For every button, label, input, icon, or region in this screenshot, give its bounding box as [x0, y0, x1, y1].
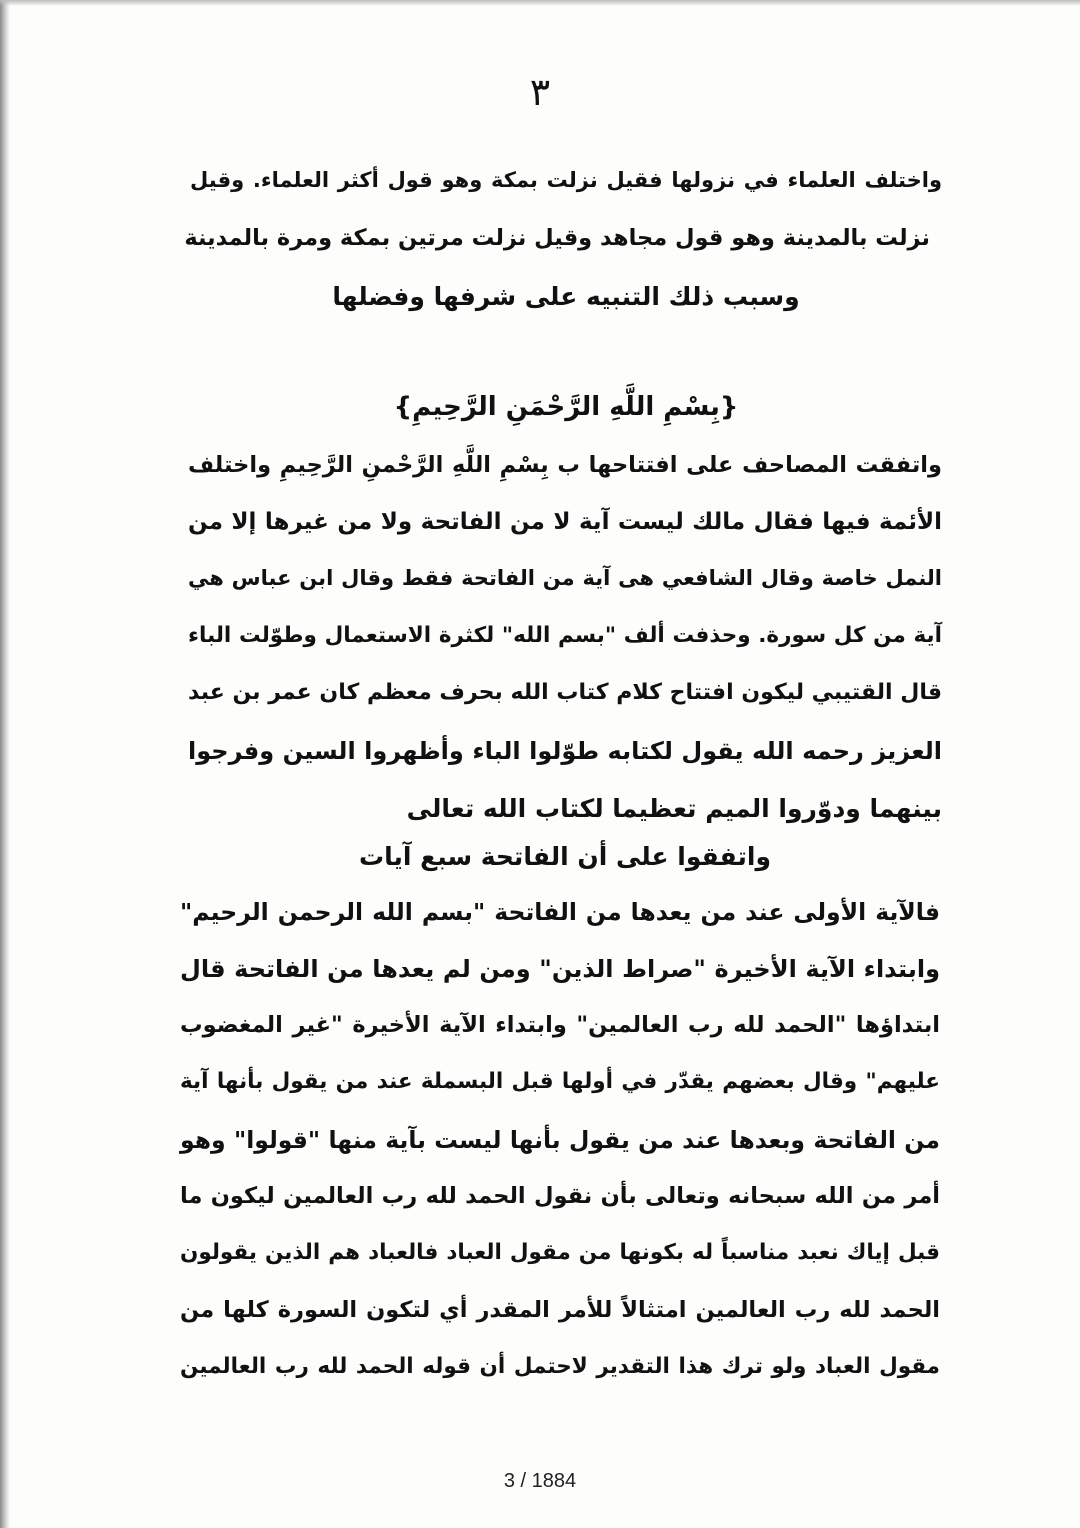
- text-line: العزيز رحمه الله يقول لكتابه طوّلوا الباء وأظهروا السين وفرجوا: [188, 737, 942, 765]
- text-line: بينهما ودوّروا الميم تعظيما لكتاب الله تعالى: [406, 794, 942, 823]
- text-line: أمر من الله سبحانه وتعالى بأن نقول الحمد لله رب العالمين ليكون ما: [180, 1183, 940, 1209]
- basmala-heading: [190, 392, 942, 432]
- text-line: عليهم" وقال بعضهم يقدّر في أولها قبل البسملة عند من يقول بأنها آية: [180, 1069, 940, 1094]
- text-line: وابتداء الآية الأخيرة "صراط الذين" ومن لم يعدها من الفاتحة قال: [180, 955, 940, 983]
- scan-left-edge: [0, 0, 10, 1528]
- page-indicator: 3 / 1884: [503, 1470, 577, 1492]
- text-line: الحمد لله رب العالمين امتثالاً للأمر المقدر أي لتكون السورة كلها من: [180, 1297, 940, 1323]
- paragraph-nuzul: [184, 168, 942, 328]
- verse-count-line: [188, 842, 942, 882]
- text-line: نزلت بالمدينة وهو قول مجاهد وقيل نزلت مرتين بمكة ومرة بالمدينة: [184, 225, 930, 251]
- text-line: قال القتيبي ليكون افتتاح كلام كتاب الله بحرف معظم كان عمر بن عبد: [188, 680, 942, 705]
- text-line: الأئمة فيها فقال مالك ليست آية لا من الفاتحة ولا من غيرها إلا من: [188, 509, 942, 535]
- page-number: ٣: [529, 70, 551, 114]
- text-line: قبل إياك نعبد مناسباً له بكونها من مقول العباد فالعباد هم الذين يقولون: [180, 1240, 940, 1265]
- text-line: النمل خاصة وقال الشافعي هى آية من الفاتحة فقط وقال ابن عباس هي: [188, 566, 942, 590]
- text-line: فالآية الأولى عند من يعدها من الفاتحة "بسم الله الرحمن الرحيم": [180, 898, 940, 926]
- paragraph-first-verse: [180, 898, 940, 1388]
- text-line: آية من كل سورة. وحذفت ألف "بسم الله" لكثرة الاستعمال وطوّلت الباء: [188, 623, 942, 648]
- scan-top-edge: [0, 0, 1080, 6]
- text-line: واختلف العلماء في نزولها فقيل نزلت بمكة وهو قول أكثر العلماء. وقيل: [190, 168, 942, 192]
- heading-text: {بِسْمِ اللَّهِ الرَّحْمَنِ الرَّحِيمِ}: [393, 392, 739, 422]
- text-line: من الفاتحة وبعدها عند من يقول بأنها ليست بآية منها "قولوا" وهو: [180, 1126, 940, 1154]
- text-line: واتفقت المصاحف على افتتاحها ب بِسْمِ اللَّهِ الرَّحْمنِ الرَّحِيمِ واختلف: [188, 452, 942, 478]
- text-line: مقول العباد ولو ترك هذا التقدير لاحتمل أن قوله الحمد لله رب العالمين: [180, 1354, 940, 1379]
- paragraph-basmala: [188, 452, 942, 832]
- text-line: ابتداؤها "الحمد لله رب العالمين" وابتداء الآية الأخيرة "غير المغضوب: [180, 1012, 940, 1038]
- text-line: واتفقوا على أن الفاتحة سبع آيات: [359, 842, 771, 871]
- text-line: وسبب ذلك التنبيه على شرفها وفضلها: [332, 282, 800, 311]
